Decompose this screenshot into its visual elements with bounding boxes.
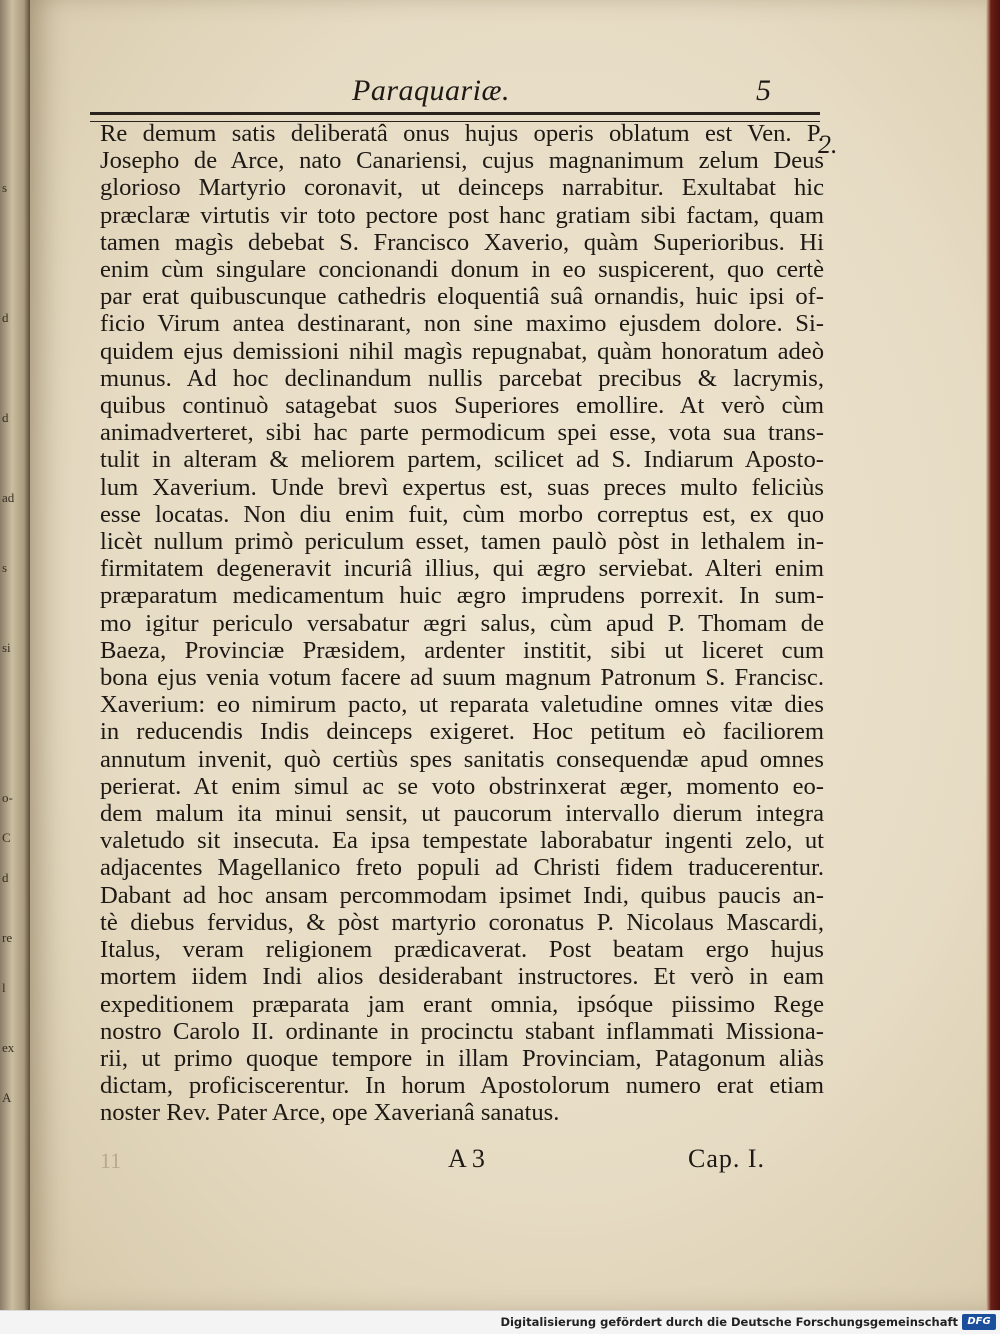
text-line: esse locatas. Non diu enim fuit, cùm morbo correptus est, ex quo: [100, 500, 824, 528]
text-line: mo igitur periculo versabatur ægri salus, cùm apud P. Thomam de: [100, 609, 824, 637]
text-line: enim cùm singulare concionandi donum in eo suspicerent, quo certè: [100, 256, 824, 284]
digitization-footer: [0, 1310, 1000, 1334]
dfg-logo-icon: DFG: [962, 1314, 996, 1330]
text-line: licèt nullum primò periculum esset, tamen paulò pòst in lethalem in-: [100, 528, 824, 556]
text-line: valetudo sit insecuta. Ea ipsa tempestate laborabatur ingenti zelo, ut: [100, 827, 824, 855]
previous-page-fragment: A: [2, 1090, 12, 1105]
margin-note: 2.: [818, 130, 838, 159]
previous-page-fragment: o-: [2, 790, 13, 805]
faint-mark: 11: [100, 1148, 122, 1173]
text-line: mortem iidem Indi alios desiderabant instructores. Et verò in eam: [100, 963, 824, 991]
body-text: [100, 120, 824, 1127]
text-line: tè diebus fervidus, & pòst martyrio coronatus P. Nicolaus Mascardi,: [100, 908, 824, 936]
text-line: Josepho de Arce, nato Canariensi, cujus magnanimum zelum Deus: [100, 147, 824, 175]
previous-page-fragment: d: [2, 870, 9, 885]
text-line: præclaræ virtutis vir toto pectore post hanc gratiam sibi factam, quam: [100, 201, 824, 229]
text-line: bona ejus venia votum facere ad suum magnum Patronum S. Francisc.: [100, 664, 824, 692]
book-page: [30, 0, 986, 1310]
previous-page-fragment: re: [2, 930, 13, 945]
text-line: quidem ejus demissioni nihil magìs repugnabat, quàm honoratum adeò: [100, 337, 824, 365]
text-line: tamen magìs debebat S. Francisco Xaverio, quàm Superioribus. Hi: [100, 228, 824, 256]
previous-page-fragment: ex: [2, 1040, 15, 1055]
previous-page-fragment: si: [2, 640, 11, 655]
text-line: adjacentes Magellanico freto populi ad Christi fidem traducerentur.: [100, 854, 824, 882]
signature-mark: A 3: [448, 1144, 485, 1173]
text-line: annutum invenit, quò certiùs spes sanitatis consequendæ apud omnes: [100, 745, 824, 773]
previous-page-fragment: s: [2, 560, 8, 575]
text-line: Re demum satis deliberatâ onus hujus operis oblatum est Ven. P.: [100, 120, 824, 147]
text-line: noster Rev. Pater Arce, ope Xaverianâ sanatus.: [100, 1099, 560, 1127]
text-line: perierat. At enim simul ac se voto obstrinxerat æger, momento eo-: [100, 772, 824, 800]
text-line: Italus, veram religionem prædicaverat. Post beatam ergo hujus: [100, 936, 824, 964]
previous-page-fragment: l: [2, 980, 6, 995]
catchword: Cap. I.: [688, 1144, 766, 1173]
text-line: Xaverium: eo nimirum pacto, ut reparata valetudine omnes vitæ dies: [100, 691, 824, 719]
text-line: firmitatem degeneravit incuriâ illius, qui ægro serviebat. Alteri enim: [100, 555, 824, 583]
previous-page-fragment: C: [2, 830, 11, 845]
footer-credit: Digitalisierung gefördert durch die Deutsche Forschungsgemeinschaft: [500, 1315, 958, 1329]
text-line: præparatum medicamentum huic ægro imprudens porrexit. In sum-: [100, 582, 824, 610]
previous-page-fragment: s: [2, 180, 8, 195]
text-line: par erat quibuscunque cathedris eloquentiâ suâ ornandis, huic ipsi of-: [100, 283, 824, 311]
text-line: animadverteret, sibi hac parte permodicum spei esse, vota sua trans-: [100, 419, 824, 447]
previous-page-fragment: d: [2, 410, 9, 425]
text-line: Baeza, Provinciæ Præsidem, ardenter institit, sibi ut liceret cum: [100, 636, 824, 664]
text-line: glorioso Martyrio coronavit, ut deinceps narrabitur. Exultabat hic: [100, 174, 824, 202]
text-line: munus. Ad hoc declinandum nullis parcebat precibus & lacrymis,: [100, 364, 824, 392]
previous-page-edge: [0, 0, 30, 1310]
text-line: dem malum ita minui sensit, ut paucorum intervallo dierum integra: [100, 800, 824, 828]
previous-page-fragment: d: [2, 310, 9, 325]
text-line: quibus continuò satagebat suos Superiores emollire. At verò cùm: [100, 392, 824, 420]
running-head: Paraquariæ.: [352, 74, 511, 107]
book-cover-edge: [986, 0, 1000, 1310]
text-line: rii, ut primo quoque tempore in illam Provinciam, Patagonum aliàs: [100, 1044, 824, 1072]
text-line: nostro Carolo II. ordinante in procinctu stabant inflammati Missiona-: [100, 1017, 824, 1045]
previous-page-fragment: ad: [2, 490, 15, 505]
text-line: lum Xaverium. Unde brevì expertus est, suas preces multo feliciùs: [100, 473, 824, 501]
text-line: tulit in alteram & meliorem partem, scilicet ad S. Indiarum Aposto-: [100, 446, 824, 474]
text-line: in reducendis Indis deinceps exigeret. Hoc petitum eò faciliorem: [100, 718, 824, 746]
text-line: dictam, proficiscerentur. In horum Apostolorum numero erat etiam: [100, 1072, 824, 1100]
text-line: Dabant ad hoc ansam percommodam ipsimet Indi, quibus paucis an-: [100, 881, 824, 909]
text-line: ficio Virum antea destinarant, non sine maximo ejusdem dolore. Si-: [100, 310, 824, 338]
text-line: expeditionem præparata jam erant omnia, ipsóque piissimo Rege: [100, 990, 824, 1018]
page-number: 5: [756, 74, 771, 107]
